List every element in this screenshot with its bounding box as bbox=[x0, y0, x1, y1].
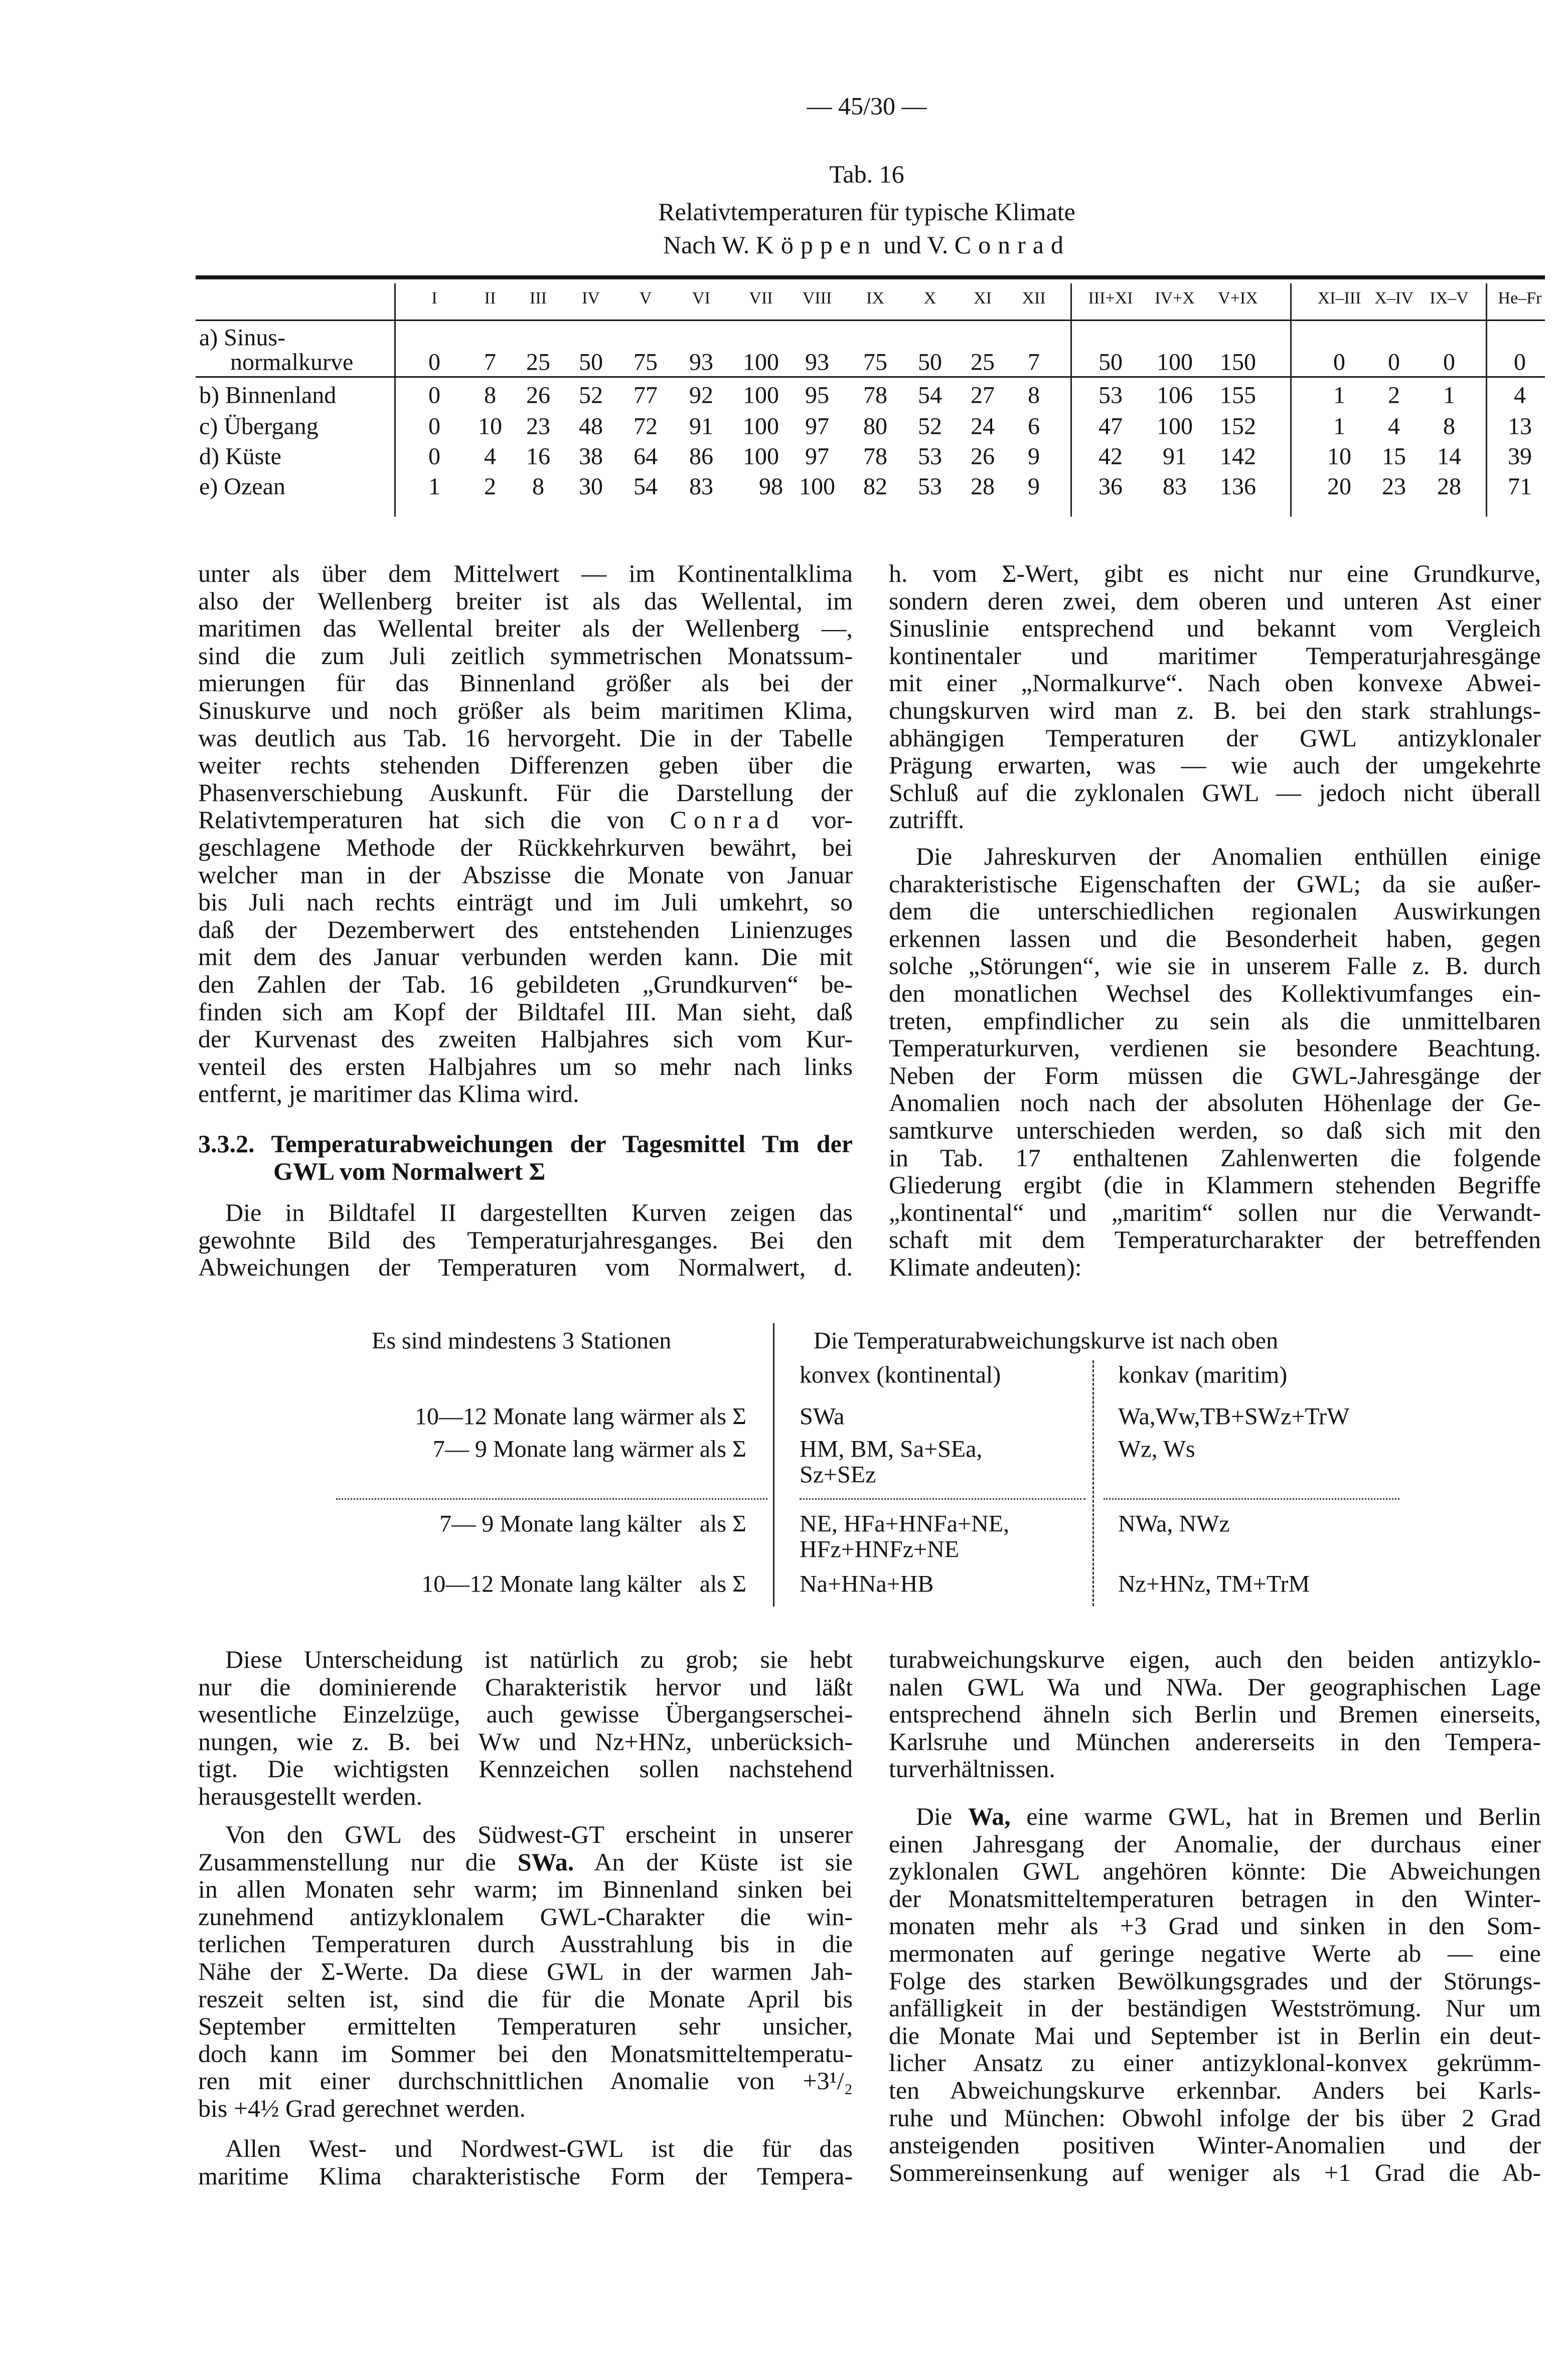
text-line: monaten mehr als +3 Grad und sinken in den Som- bbox=[889, 1912, 1541, 1940]
text-line: schaft mit dem Temperaturcharakter der betreffenden bbox=[889, 1225, 1541, 1254]
text-line: Abweichungen der Temperaturen vom Normalwert, d. bbox=[198, 1253, 853, 1282]
text-line bbox=[198, 806, 853, 834]
text-line: charakteristische Eigenschaften der GWL; da sie außer- bbox=[889, 869, 1541, 898]
table-cell: 86 bbox=[689, 443, 713, 470]
table-cell: 83 bbox=[689, 473, 713, 500]
table-cell: 25 bbox=[526, 349, 550, 376]
convex-types: SWa bbox=[800, 1403, 845, 1430]
table-cell: 8 bbox=[1443, 413, 1455, 440]
column-header: III+XI bbox=[1088, 289, 1133, 307]
condition-label: 10—12 Monate lang kälter als Σ bbox=[421, 1570, 746, 1598]
table-cell: 30 bbox=[579, 473, 603, 500]
condition-label: 7— 9 Monate lang kälter als Σ bbox=[439, 1510, 746, 1537]
text-line: Karlsruhe und München andererseits in den Tempera- bbox=[889, 1727, 1541, 1756]
table-cell: 1 bbox=[428, 473, 440, 500]
concave-types: Nz+HNz, TM+TrM bbox=[1118, 1570, 1310, 1598]
text-line: entfernt, je maritimer das Klima wird. bbox=[198, 1079, 579, 1108]
table-cell: 2 bbox=[484, 473, 496, 500]
table-cell: 10 bbox=[1327, 443, 1351, 470]
text-line: turabweichungskurve eigen, auch den beiden antizyklo- bbox=[889, 1645, 1541, 1673]
table-cell: 53 bbox=[1099, 382, 1123, 409]
text-segment: vor- bbox=[786, 806, 853, 834]
text-line: Nähe der Σ-Werte. Da diese GWL in der warmen Jah- bbox=[198, 1957, 853, 1985]
classification-right-header: Die Temperaturabweichungskurve ist nach oben bbox=[814, 1327, 1279, 1354]
table-cell: 9 bbox=[1028, 443, 1040, 470]
table-cell: 155 bbox=[1220, 382, 1256, 409]
text-line: dem die unterschiedlichen regionalen Auswirkungen bbox=[889, 897, 1541, 925]
table-cell: 52 bbox=[918, 413, 942, 440]
table-cell: 8 bbox=[1028, 382, 1040, 409]
text-line: GWL vom Normalwert Σ bbox=[273, 1157, 546, 1185]
table-cell: 15 bbox=[1382, 443, 1406, 470]
table-cell: 0 bbox=[428, 413, 440, 440]
table-cell: 54 bbox=[634, 473, 658, 500]
text-line: nalen GWL Wa und NWa. Der geographischen Lage bbox=[889, 1672, 1541, 1701]
table-cell: 1 bbox=[1333, 413, 1345, 440]
column-header: XII bbox=[1022, 289, 1046, 307]
table-divider bbox=[1486, 283, 1487, 517]
table-cell: 0 bbox=[428, 443, 440, 470]
column-header: V+IX bbox=[1218, 289, 1258, 307]
convex-header: konvex (kontinental) bbox=[800, 1361, 1001, 1388]
text-line: maritime Klima charakteristische Form der Tempera- bbox=[198, 2161, 853, 2190]
table-cell: 4 bbox=[1388, 413, 1400, 440]
text-line: abhängigen Temperaturen der GWL antizyklonaler bbox=[889, 723, 1541, 752]
text-line: ansteigenden positiven Winter-Anomalien und der bbox=[889, 2131, 1541, 2159]
table-cell: 64 bbox=[634, 443, 658, 470]
table-cell: 25 bbox=[971, 349, 995, 376]
text-line: ren mit einer durchschnittlichen Anomalie von +3¹/₂ bbox=[198, 2067, 853, 2095]
paragraph bbox=[198, 1821, 853, 2122]
table-cell: 93 bbox=[805, 349, 829, 376]
row-label: normalkurve bbox=[230, 349, 354, 376]
text-line: Prägung erwarten, was — wie auch der umgekehrte bbox=[889, 751, 1541, 779]
text-line: ruhe und München: Obwohl infolge der bis über 2 Grad bbox=[889, 2103, 1541, 2132]
text-line: mit dem des Januar verbunden werden kann. Die mit bbox=[198, 942, 853, 971]
table-cell: 93 bbox=[689, 349, 713, 376]
table-cell: 1 bbox=[1333, 382, 1345, 409]
text-line: Phasenverschiebung Auskunft. Für die Darstellung der bbox=[198, 778, 853, 807]
table-cell: 23 bbox=[526, 413, 550, 440]
table-cell: 100 bbox=[743, 413, 779, 440]
column-header: XI–III bbox=[1317, 289, 1361, 307]
text-line: maritimen das Wellental breiter als der Wellenberg —, bbox=[198, 614, 853, 643]
table-cell: 50 bbox=[1099, 349, 1123, 376]
table-cell: 100 bbox=[1157, 413, 1193, 440]
table-cell: 83 bbox=[1163, 473, 1187, 500]
text-line: Gliederung ergibt (die in Klammern stehenden Begriffe bbox=[889, 1171, 1541, 1199]
table-divider bbox=[394, 283, 396, 517]
table-cell: 1 bbox=[1443, 382, 1455, 409]
bold-term: SWa. bbox=[517, 1847, 574, 1876]
table-header-rule bbox=[196, 320, 1545, 321]
table-cell: 39 bbox=[1508, 443, 1532, 470]
text-line: venteil des ersten Halbjahres um so mehr nach links bbox=[198, 1052, 853, 1080]
condition-label: 7— 9 Monate lang wärmer als Σ bbox=[432, 1436, 746, 1463]
convex-types: NE, HFa+HNFa+NE, bbox=[800, 1510, 1010, 1537]
text-line: mierungen für das Binnenland größer als bei der bbox=[198, 669, 853, 697]
column-header: VII bbox=[749, 289, 773, 307]
table-cell: 91 bbox=[689, 413, 713, 440]
table-cell: 7 bbox=[484, 349, 496, 376]
text-line: geschlagene Methode der Rückkehrkurven bewährt, bei bbox=[198, 833, 853, 861]
text-line: Allen West- und Nordwest-GWL ist die für das bbox=[225, 2134, 853, 2162]
table-cell: 72 bbox=[634, 413, 658, 440]
classification-left-header: Es sind mindestens 3 Stationen bbox=[372, 1327, 672, 1354]
table-cell: 23 bbox=[1382, 473, 1406, 500]
text-segment: Die bbox=[916, 1802, 968, 1830]
table-cell: 52 bbox=[579, 382, 603, 409]
text-line: Anomalien noch nach der absoluten Höhenlage der Ge- bbox=[889, 1088, 1541, 1117]
table-cell: 78 bbox=[863, 443, 887, 470]
table-subtitle bbox=[663, 230, 1070, 259]
convex-types: Sz+SEz bbox=[800, 1461, 876, 1488]
table-cell: 106 bbox=[1157, 382, 1193, 409]
classification-divider bbox=[773, 1323, 774, 1607]
text-line: herausgestellt werden. bbox=[198, 1782, 423, 1810]
column-header: XI bbox=[974, 289, 992, 307]
text-line: kontinentaler und maritimer Temperaturjahresgänge bbox=[889, 641, 1541, 670]
text-line: bis Juli nach rechts einträgt und im Juli umkehrt, so bbox=[198, 888, 853, 916]
text-line: Klimate andeuten): bbox=[889, 1252, 1082, 1281]
text-line: Neben der Form müssen die GWL-Jahresgänge der bbox=[889, 1061, 1541, 1089]
text-line: Diese Unterscheidung ist natürlich zu grob; sie hebt bbox=[225, 1645, 853, 1673]
page-number: — 45/30 — bbox=[807, 92, 927, 120]
text-line: einen Jahresgang der Anomalie, der durchaus einer bbox=[889, 1829, 1541, 1858]
paragraph bbox=[889, 1803, 1541, 2186]
row-label: e) Ozean bbox=[199, 473, 285, 500]
table-cell: 100 bbox=[743, 382, 779, 409]
paragraph bbox=[198, 2135, 853, 2189]
convex-types: HM, BM, Sa+SEa, bbox=[800, 1436, 983, 1463]
text-line: terlichen Temperaturen durch Ausstrahlung bis in die bbox=[198, 1930, 853, 1958]
text-line: die Monate Mai und September ist in Berlin ein deut- bbox=[889, 2021, 1541, 2050]
table-cell: 136 bbox=[1220, 473, 1256, 500]
row-label: c) Übergang bbox=[199, 413, 319, 440]
text-line: „kontinental“ und „maritim“ sollen nur die Verwandt- bbox=[889, 1198, 1541, 1226]
table-cell: 0 bbox=[1443, 349, 1455, 376]
table-cell: 77 bbox=[634, 382, 658, 409]
table-cell: 50 bbox=[918, 349, 942, 376]
table-cell: 80 bbox=[863, 413, 887, 440]
text-line: chungskurven wird man z. B. bei den stark strahlungs- bbox=[889, 696, 1541, 724]
text-line: nur die dominierende Charakteristik hervor und läßt bbox=[198, 1672, 853, 1701]
table-cell: 24 bbox=[971, 413, 995, 440]
bold-term: Wa, bbox=[968, 1802, 1011, 1830]
text-line: erkennen lassen und die Besonderheit haben, gegen bbox=[889, 924, 1541, 953]
table-cell: 4 bbox=[1514, 382, 1526, 409]
table-cell: 97 bbox=[805, 443, 829, 470]
convex-types: HFz+HNFz+NE bbox=[800, 1536, 960, 1563]
text-line: Sommereinsenkung auf weniger als +1 Grad die Ab- bbox=[889, 2158, 1541, 2186]
classification-dashed-divider bbox=[1092, 1360, 1094, 1606]
text-line: Die in Bildtafel II dargestellten Kurven zeigen das bbox=[225, 1198, 853, 1226]
column-header: IX–V bbox=[1430, 289, 1469, 307]
table-top-rule bbox=[196, 275, 1545, 279]
text-line: nungen, wie z. B. bei Ww und Nz+HNz, unberücksich- bbox=[198, 1727, 853, 1756]
table-cell: 28 bbox=[1437, 473, 1461, 500]
text-segment: Nach W. bbox=[663, 231, 756, 259]
table-divider bbox=[1290, 283, 1292, 517]
table-cell: 75 bbox=[634, 349, 658, 376]
condition-label: 10—12 Monate lang wärmer als Σ bbox=[414, 1403, 746, 1430]
text-line: Sinuslinie entsprechend und bekannt vom Vergleich bbox=[889, 614, 1541, 643]
text-line: der Kurvenast des zweiten Halbjahres sich vom Kur- bbox=[198, 1025, 853, 1053]
table-cell: 14 bbox=[1437, 443, 1461, 470]
column-header: IV+X bbox=[1155, 289, 1195, 307]
text-line: was deutlich aus Tab. 16 hervorgeht. Die in der Tabelle bbox=[198, 723, 853, 752]
text-line: bis +4½ Grad gerechnet werden. bbox=[198, 2094, 526, 2122]
table-cell: 42 bbox=[1099, 443, 1123, 470]
table-cell: 4 bbox=[484, 443, 496, 470]
text-line: licher Ansatz zu einer antizyklonal-konvex gekrümm- bbox=[889, 2048, 1541, 2077]
text-line: entsprechend ähneln sich Berlin und Bremen einerseits, bbox=[889, 1700, 1541, 1728]
table-cell: 97 bbox=[805, 413, 829, 440]
table-cell: 100 bbox=[1157, 349, 1193, 376]
concave-header: konkav (maritim) bbox=[1118, 1361, 1288, 1388]
text-line: sind die zum Juli zeitlich symmetrischen Monatssum- bbox=[198, 641, 853, 670]
text-line: 3.3.2. Temperaturabweichungen der Tagesmittel Tm der bbox=[198, 1130, 853, 1158]
table-cell: 100 bbox=[743, 443, 779, 470]
table-cell: 54 bbox=[918, 382, 942, 409]
table-cell: 53 bbox=[918, 443, 942, 470]
table-cell: 8 bbox=[532, 473, 544, 500]
paragraph bbox=[198, 560, 853, 1108]
convex-types: Na+HNa+HB bbox=[800, 1570, 934, 1598]
table-cell: 152 bbox=[1220, 413, 1256, 440]
table-cell: 95 bbox=[805, 382, 829, 409]
row-label: a) Sinus- bbox=[199, 324, 285, 351]
text-line: Von den GWL des Südwest-GT erscheint in unserer bbox=[225, 1820, 853, 1848]
column-header: IX bbox=[866, 289, 884, 307]
text-line: also der Wellenberg breiter ist als das Wellental, im bbox=[198, 586, 853, 615]
text-line: September ermittelten Temperaturen sehr unsicher, bbox=[198, 2012, 853, 2040]
row-label: d) Küste bbox=[199, 443, 281, 470]
table-cell: 150 bbox=[1220, 349, 1256, 376]
table-cell: 53 bbox=[918, 473, 942, 500]
text-segment: eine warme GWL, hat in Bremen und Berlin bbox=[1010, 1802, 1541, 1830]
table-cell: 38 bbox=[579, 443, 603, 470]
text-line: Die Jahreskurven der Anomalien enthüllen einige bbox=[916, 842, 1541, 870]
table-cell: 50 bbox=[579, 349, 603, 376]
paragraph bbox=[198, 1199, 853, 1281]
text-line bbox=[198, 1848, 853, 1876]
table-cell: 26 bbox=[526, 382, 550, 409]
table-cell: 100 bbox=[743, 349, 779, 376]
concave-types: NWa, NWz bbox=[1118, 1510, 1230, 1537]
text-line: mit einer „Normalkurve“. Nach oben konvexe Abwei- bbox=[889, 669, 1541, 697]
table-cell: 16 bbox=[526, 443, 550, 470]
paragraph bbox=[198, 1646, 853, 1810]
dotted-separator bbox=[1104, 1498, 1399, 1500]
table-cell: 8 bbox=[484, 382, 496, 409]
table-cell: 28 bbox=[971, 473, 995, 500]
text-segment: Relativtemperaturen hat sich die von bbox=[198, 806, 670, 834]
text-line: den monatlichen Wechsel des Kollektivumfanges ein- bbox=[889, 979, 1541, 1007]
table-cell: 71 bbox=[1508, 473, 1532, 500]
column-header: VIII bbox=[802, 289, 832, 307]
table-cell: 78 bbox=[863, 382, 887, 409]
table-cell: 91 bbox=[1163, 443, 1187, 470]
table-cell: 82 bbox=[863, 473, 887, 500]
text-segment: und V. bbox=[877, 231, 955, 259]
table-cell: 98 bbox=[759, 473, 783, 500]
table-cell: 26 bbox=[971, 443, 995, 470]
paragraph bbox=[889, 560, 1541, 834]
spaced-name: Conrad bbox=[954, 231, 1070, 259]
row-label: b) Binnenland bbox=[199, 382, 337, 409]
table-cell: 27 bbox=[971, 382, 995, 409]
table-number: Tab. 16 bbox=[829, 160, 904, 188]
dotted-separator bbox=[800, 1498, 1085, 1500]
text-line: finden sich am Kopf der Bildtafel III. Man sieht, daß bbox=[198, 997, 853, 1026]
text-line: der Monatsmitteltemperaturen betragen in den Winter- bbox=[889, 1884, 1541, 1913]
table-title: Relativtemperaturen für typische Klimate bbox=[658, 198, 1075, 226]
table-cell: 75 bbox=[863, 349, 887, 376]
table-cell: 13 bbox=[1508, 413, 1532, 440]
table-cell: 100 bbox=[799, 473, 835, 500]
text-line: anfälligkeit in der beständigen Westströmung. Nur um bbox=[889, 1994, 1541, 2022]
column-header: VI bbox=[692, 289, 710, 307]
table-cell: 6 bbox=[1028, 413, 1040, 440]
text-line: reszeit selten ist, sind die für die Monate April bis bbox=[198, 1984, 853, 2013]
text-line: welcher man in der Abszisse die Monate von Januar bbox=[198, 860, 853, 889]
paragraph bbox=[889, 843, 1541, 1281]
text-line: in Tab. 17 enthaltenen Zahlenwerten die folgende bbox=[889, 1143, 1541, 1172]
text-line: in allen Monaten sehr warm; im Binnenland sinken bei bbox=[198, 1875, 853, 1904]
text-line: h. vom Σ-Wert, gibt es nicht nur eine Grundkurve, bbox=[889, 559, 1541, 587]
text-line: den Zahlen der Tab. 16 gebildeten „Grundkurven“ be- bbox=[198, 970, 853, 998]
text-line: zunehmend antizyklonalem GWL-Charakter die win- bbox=[198, 1902, 853, 1931]
text-line: tigt. Die wichtigsten Kennzeichen sollen nachstehend bbox=[198, 1755, 853, 1783]
table-cell: 0 bbox=[428, 382, 440, 409]
table-cell: 0 bbox=[428, 349, 440, 376]
table-cell: 7 bbox=[1028, 349, 1040, 376]
table-divider bbox=[1070, 283, 1072, 517]
column-header: V bbox=[639, 289, 652, 307]
text-line: solche „Störungen“, wie sie in unserem Falle z. B. durch bbox=[889, 952, 1541, 980]
text-line: turverhältnissen. bbox=[889, 1755, 1055, 1783]
column-header: He–Fr bbox=[1498, 289, 1542, 307]
table-cell: 48 bbox=[579, 413, 603, 440]
text-line bbox=[889, 1803, 1541, 1830]
table-cell: 0 bbox=[1388, 349, 1400, 376]
text-segment: Zusammenstellung nur die bbox=[198, 1847, 518, 1876]
text-line: Sinuskurve und noch größer als beim maritimen Klima, bbox=[198, 696, 853, 724]
column-header: X–IV bbox=[1374, 289, 1414, 307]
text-line: ten Abweichungskurve erkennbar. Anders bei Karls- bbox=[889, 2076, 1541, 2104]
table-cell: 10 bbox=[478, 413, 502, 440]
table-row-rule bbox=[196, 376, 1545, 378]
text-line: wesentliche Einzelzüge, auch gewisse Übergangserschei- bbox=[198, 1700, 853, 1728]
text-line: unter als über dem Mittelwert — im Kontinentalklima bbox=[198, 559, 853, 587]
table-cell: 47 bbox=[1099, 413, 1123, 440]
text-segment: An der Küste ist sie bbox=[574, 1847, 853, 1876]
column-header: X bbox=[923, 289, 936, 307]
text-line: doch kann im Sommer bei den Monatsmitteltemperatu- bbox=[198, 2039, 853, 2068]
text-line: zutrifft. bbox=[889, 806, 965, 834]
table-cell: 20 bbox=[1327, 473, 1351, 500]
text-line: sondern deren zwei, dem oberen und unteren Ast einer bbox=[889, 586, 1541, 615]
concave-types: Wa,Ww,TB+SWz+TrW bbox=[1118, 1403, 1350, 1430]
table-cell: 2 bbox=[1388, 382, 1400, 409]
text-line: zyklonalen GWL angehören könnte: Die Abweichungen bbox=[889, 1857, 1541, 1885]
column-header: I bbox=[431, 289, 437, 307]
column-header: II bbox=[484, 289, 496, 307]
paragraph bbox=[889, 1646, 1541, 1783]
column-header: IV bbox=[582, 289, 600, 307]
spaced-name: Conrad bbox=[670, 806, 786, 834]
text-line: mermonaten auf geringe negative Werte ab — eine bbox=[889, 1939, 1541, 1967]
text-line: gewohnte Bild des Temperaturjahresganges. Bei den bbox=[198, 1225, 853, 1254]
table-cell: 0 bbox=[1514, 349, 1526, 376]
text-line: daß der Dezemberwert des entstehenden Linienzuges bbox=[198, 915, 853, 943]
column-header: III bbox=[530, 289, 547, 307]
table-cell: 142 bbox=[1220, 443, 1256, 470]
text-line: Folge des starken Bewölkungsgrades und der Störungs- bbox=[889, 1966, 1541, 1995]
table-cell: 0 bbox=[1333, 349, 1345, 376]
concave-types: Wz, Ws bbox=[1118, 1436, 1195, 1463]
text-line: Schluß auf die zyklonalen GWL — jedoch nicht überall bbox=[889, 778, 1541, 807]
text-line: treten, empfindlicher zu sein als die unmittelbaren bbox=[889, 1006, 1541, 1035]
spaced-name: Köppen bbox=[755, 231, 878, 259]
text-line: samtkurve unterschieden werden, so daß sich mit den bbox=[889, 1116, 1541, 1144]
section-heading bbox=[198, 1130, 853, 1185]
table-cell: 92 bbox=[689, 382, 713, 409]
table-cell: 9 bbox=[1028, 473, 1040, 500]
dotted-separator bbox=[336, 1498, 767, 1500]
table-cell: 36 bbox=[1099, 473, 1123, 500]
text-line: Temperaturkurven, verdienen sie besondere Beachtung. bbox=[889, 1034, 1541, 1062]
text-line: weiter rechts stehenden Differenzen geben über die bbox=[198, 751, 853, 779]
